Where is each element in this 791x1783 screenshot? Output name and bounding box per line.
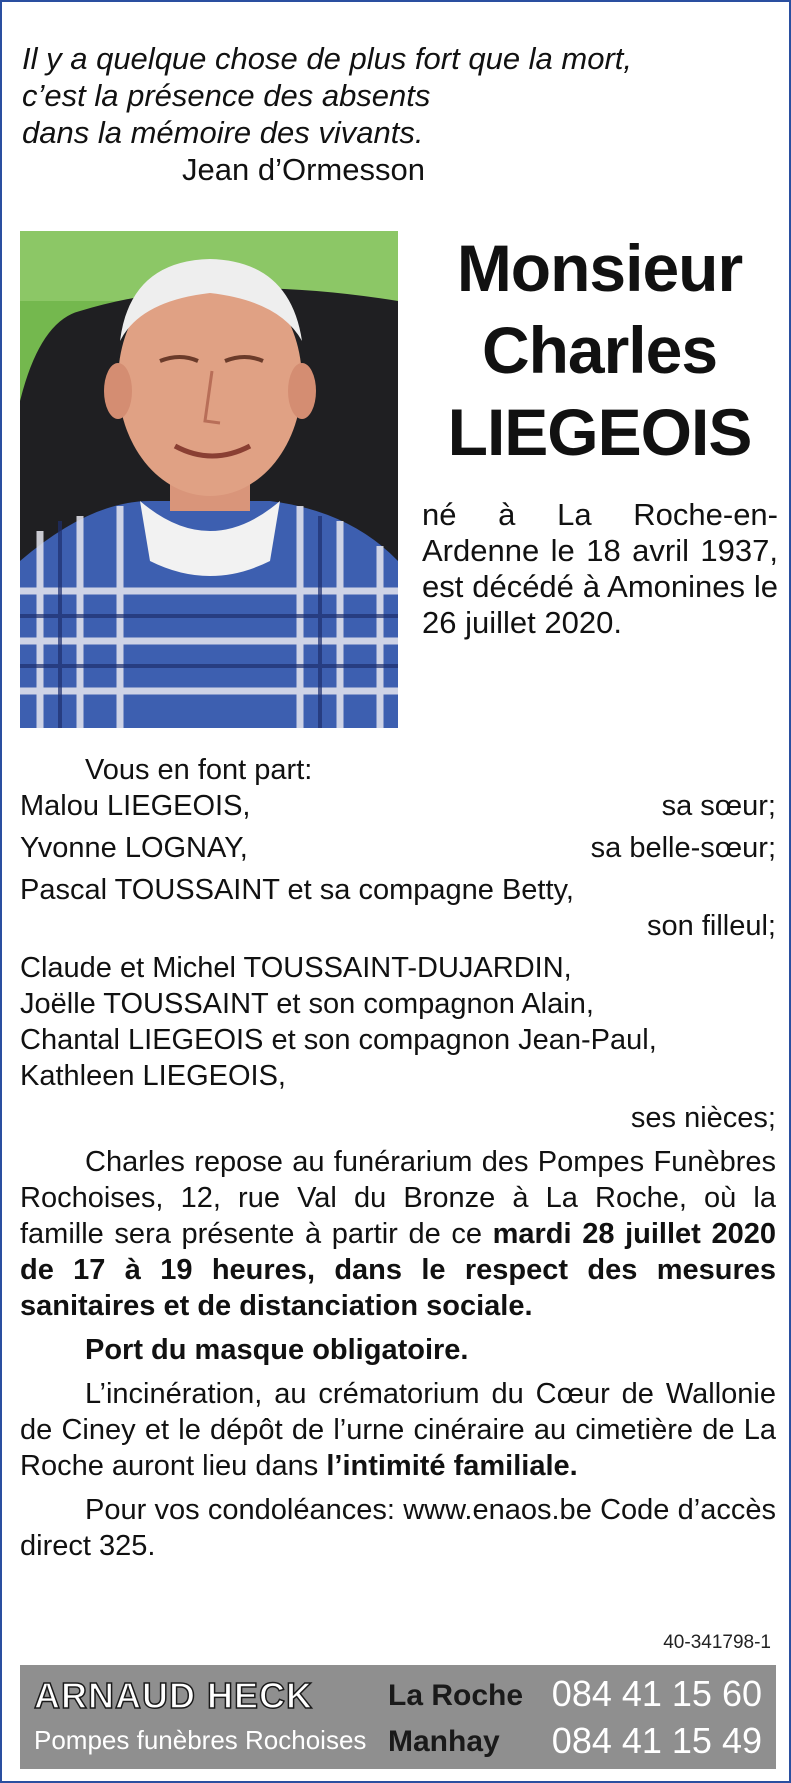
funeral-home-subtitle: Pompes funèbres Rochoises bbox=[34, 1725, 367, 1755]
cremation-private: l’intimité familiale. bbox=[326, 1450, 578, 1482]
niece-line: Kathleen LIEGEOIS, bbox=[20, 1060, 286, 1092]
reference-number: 40-341798-1 bbox=[663, 1632, 771, 1653]
relative-name: Malou LIEGEOIS, bbox=[20, 790, 251, 822]
birth-death-details: né à La Roche-en-Ardenne le 18 avril 1937, est décédé à Amonines le 26 juillet 2020. bbox=[422, 497, 778, 640]
deceased-name bbox=[407, 227, 791, 473]
visitation-paragraph bbox=[20, 1144, 776, 1324]
condolences-text: Pour vos condoléances: www.enaos.be Code d’accès direct 325. bbox=[20, 1494, 776, 1562]
relative-row bbox=[20, 788, 776, 824]
godson-relation: son filleul; bbox=[647, 910, 776, 942]
mask-text: Port du masque obligatoire. bbox=[85, 1334, 469, 1366]
visitation-text: Charles repose au funérarium des Pompes Funèbres Rochoises, 12, rue Val du Bronze à La Roche, où la famille sera présente à partir de ce bbox=[20, 1146, 776, 1250]
relative-row bbox=[20, 830, 776, 866]
godson-name: Pascal TOUSSAINT et sa compagne Betty, bbox=[20, 874, 574, 906]
cremation-paragraph bbox=[20, 1376, 776, 1484]
relative-relation: sa sœur; bbox=[661, 790, 776, 822]
portrait-illustration bbox=[20, 231, 398, 728]
phone-number: 084 41 15 49 bbox=[551, 1720, 762, 1761]
nieces-relation: ses nièces; bbox=[630, 1102, 776, 1134]
funeral-home-banner bbox=[20, 1665, 776, 1769]
condolences-paragraph bbox=[20, 1492, 776, 1564]
quote-author: Jean d’Ormesson bbox=[182, 152, 425, 187]
deceased-first-name: Charles bbox=[481, 313, 718, 387]
deceased-title: Monsieur bbox=[456, 231, 743, 305]
relative-name: Yvonne LOGNAY, bbox=[20, 832, 248, 864]
announcement-body bbox=[20, 752, 776, 1564]
deceased-last-name: LIEGEOIS bbox=[447, 395, 752, 469]
niece-line: Chantal LIEGEOIS et son compagnon Jean-Paul, bbox=[20, 1024, 657, 1056]
mask-notice bbox=[20, 1332, 776, 1368]
visitation-date: mardi 28 juillet 2020 de 17 à 19 heures, dans le respect des mesures sanitaires et de distanciation sociale. bbox=[20, 1218, 776, 1322]
relative-relation: sa belle-sœur; bbox=[590, 832, 776, 864]
announcement-intro: Vous en font part: bbox=[85, 754, 313, 786]
epigraph-quote bbox=[22, 40, 762, 188]
niece-line: Joëlle TOUSSAINT et son compagnon Alain, bbox=[20, 988, 594, 1020]
phone-number: 084 41 15 60 bbox=[551, 1673, 762, 1714]
funeral-home-name: ARNAUD HECK bbox=[34, 1675, 313, 1716]
portrait-photo bbox=[20, 231, 398, 728]
location-city: Manhay bbox=[388, 1725, 500, 1758]
cremation-text: L’incinération, au crématorium du Cœur de Wallonie de Ciney et le dépôt de l’urne cinéraire au cimetière de La Roche auront lieu dans bbox=[20, 1378, 776, 1482]
quote-line: c’est la présence des absents bbox=[22, 78, 431, 113]
quote-line: Il y a quelque chose de plus fort que la mort, bbox=[22, 41, 633, 76]
quote-line: dans la mémoire des vivants. bbox=[22, 115, 424, 150]
location-city: La Roche bbox=[388, 1679, 524, 1712]
niece-line: Claude et Michel TOUSSAINT-DUJARDIN, bbox=[20, 952, 572, 984]
